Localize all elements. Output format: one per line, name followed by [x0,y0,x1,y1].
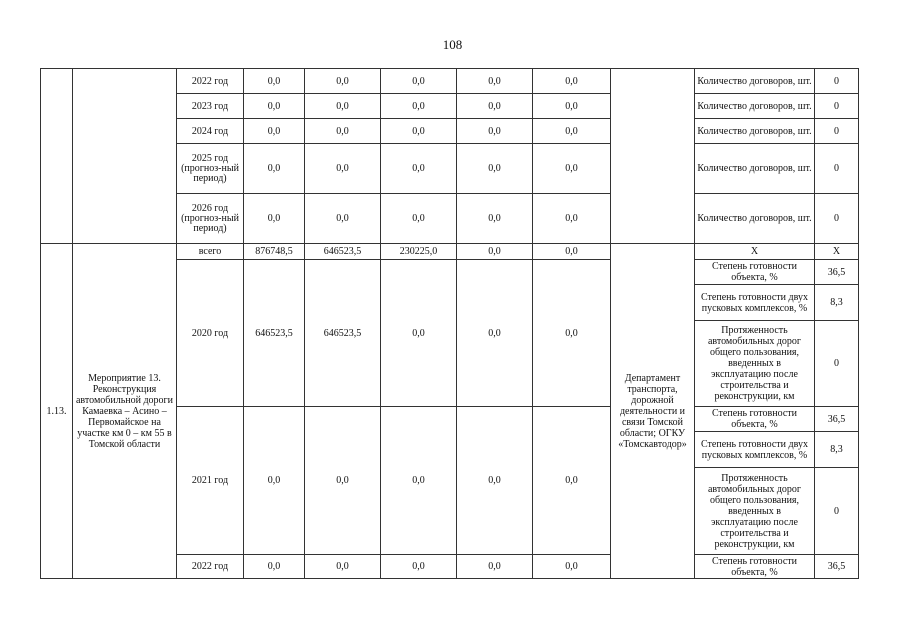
year-cell: 2025 год (прогноз-ный период) [177,144,244,194]
value-cell: 0,0 [381,555,457,579]
value-cell: 0,0 [244,119,305,144]
value-cell: 0,0 [457,260,533,407]
indicator-value-cell: 0 [815,194,859,244]
item-name-cell [73,69,177,244]
value-cell: 0,0 [305,194,381,244]
value-cell: 0,0 [381,119,457,144]
indicator-cell: Количество договоров, шт. [695,69,815,94]
value-cell: 0,0 [244,407,305,555]
value-cell: 876748,5 [244,244,305,260]
indicator-value-cell: 0 [815,468,859,555]
indicator-cell: Количество договоров, шт. [695,119,815,144]
indicator-value-cell: 0 [815,321,859,407]
indicator-value-cell: 0 [815,119,859,144]
indicator-value-cell: 8,3 [815,285,859,321]
value-cell: 0,0 [244,94,305,119]
indicator-cell: Степень готовности двух пусковых комплексов, % [695,285,815,321]
executor: Департамент транспорта, дорожной деятельности и связи Томской области; ОГКУ «Томскавтодор» [611,244,695,579]
table-row [41,69,859,94]
year-cell: 2021 год [177,407,244,555]
value-cell: 0,0 [244,69,305,94]
value-cell: 0,0 [457,119,533,144]
value-cell: 0,0 [381,194,457,244]
value-cell: 0,0 [305,555,381,579]
program-table [40,68,859,579]
value-cell: 0,0 [381,69,457,94]
value-cell: 0,0 [533,244,611,260]
indicator-cell: Степень готовности объекта, % [695,555,815,579]
value-cell: 0,0 [533,94,611,119]
value-cell: 0,0 [457,555,533,579]
indicator-value-cell: 8,3 [815,432,859,468]
table-row [41,244,859,260]
indicator-cell: Количество договоров, шт. [695,94,815,119]
item-name: Мероприятие 13. Реконструкция автомобильной дороги Камаевка – Асино – Первомайское на участке км 0 – км 55 в Томской области [73,244,177,579]
value-cell: 0,0 [457,194,533,244]
value-cell: 0,0 [305,69,381,94]
value-cell: 0,0 [381,94,457,119]
indicator-value-cell: 0 [815,144,859,194]
indicator-value-cell: Х [815,244,859,260]
value-cell: 0,0 [457,94,533,119]
year-cell: всего [177,244,244,260]
value-cell: 0,0 [244,144,305,194]
value-cell: 0,0 [533,407,611,555]
value-cell: 0,0 [533,194,611,244]
indicator-cell: Степень готовности объекта, % [695,407,815,432]
value-cell: 0,0 [244,555,305,579]
value-cell: 0,0 [305,407,381,555]
value-cell: 0,0 [457,407,533,555]
value-cell: 0,0 [457,244,533,260]
value-cell: 0,0 [381,260,457,407]
indicator-cell: Количество договоров, шт. [695,194,815,244]
item-number-cell [41,69,73,244]
value-cell: 0,0 [244,194,305,244]
value-cell: 0,0 [305,144,381,194]
indicator-value-cell: 0 [815,94,859,119]
value-cell: 0,0 [533,144,611,194]
item-number: 1.13. [41,244,73,579]
value-cell: 646523,5 [305,260,381,407]
value-cell: 646523,5 [305,244,381,260]
value-cell: 0,0 [457,69,533,94]
indicator-value-cell: 36,5 [815,555,859,579]
indicator-value-cell: 36,5 [815,260,859,285]
indicator-value-cell: 0 [815,69,859,94]
value-cell: 0,0 [533,69,611,94]
value-cell: 0,0 [457,144,533,194]
value-cell: 0,0 [305,119,381,144]
value-cell: 646523,5 [244,260,305,407]
indicator-cell: Количество договоров, шт. [695,144,815,194]
executor-cell [611,69,695,244]
year-cell: 2026 год (прогноз-ный период) [177,194,244,244]
indicator-cell: Х [695,244,815,260]
value-cell: 0,0 [381,144,457,194]
indicator-cell: Степень готовности двух пусковых комплексов, % [695,432,815,468]
year-cell: 2022 год [177,69,244,94]
indicator-cell: Степень готовности объекта, % [695,260,815,285]
value-cell: 0,0 [533,119,611,144]
year-cell: 2023 год [177,94,244,119]
year-cell: 2024 год [177,119,244,144]
year-cell: 2022 год [177,555,244,579]
value-cell: 0,0 [533,260,611,407]
indicator-cell: Протяженность автомобильных дорог общего пользования, введенных в эксплуатацию после строительства и реконструкции, км [695,468,815,555]
value-cell: 0,0 [305,94,381,119]
page-number: 108 [442,37,463,52]
indicator-cell: Протяженность автомобильных дорог общего пользования, введенных в эксплуатацию после строительства и реконструкции, км [695,321,815,407]
value-cell: 0,0 [381,407,457,555]
indicator-value-cell: 36,5 [815,407,859,432]
value-cell: 230225,0 [381,244,457,260]
value-cell: 0,0 [533,555,611,579]
year-cell: 2020 год [177,260,244,407]
